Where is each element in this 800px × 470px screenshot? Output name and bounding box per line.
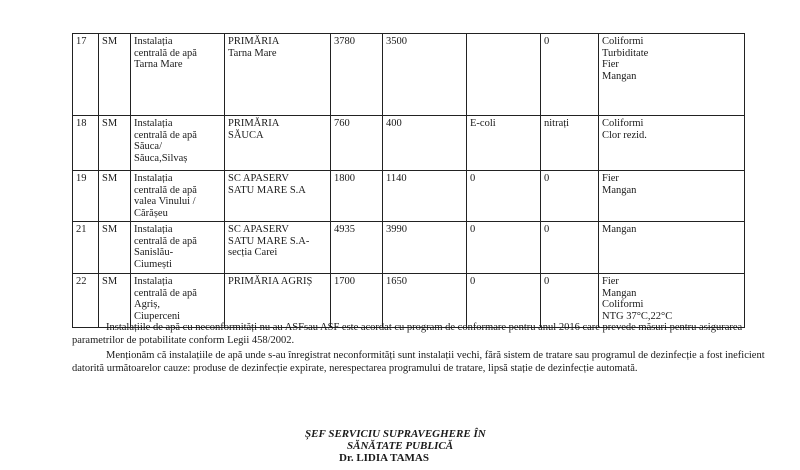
installation-name: Instalația centrală de apă valea Vinului / Cărășeu <box>131 171 225 222</box>
county-code: SM <box>99 34 131 116</box>
row-number: 21 <box>73 222 99 274</box>
value-4: 0 <box>541 34 599 116</box>
value-1: 1800 <box>331 171 383 222</box>
installation-name: Instalația centrală de apă Agriș, Ciuperceni <box>131 274 225 328</box>
value-4: 0 <box>541 222 599 274</box>
table-row <box>73 34 745 116</box>
note-2-line-1: Menționăm că instalațiile de apă unde s-au înregistrat neconformități sunt instalații vechi, fără sistem de tratare sau programul de dezinfecție a fost ineficient <box>106 350 765 361</box>
note-paragraph-1 <box>72 322 792 347</box>
value-2: 3990 <box>383 222 467 274</box>
nonconforming-parameters: Coliformi Turbiditate Fier Mangan <box>599 34 745 116</box>
operator-name: PRIMĂRIA SĂUCA <box>225 116 331 171</box>
signature-department: SĂNĂTATE PUBLICĂ <box>347 440 454 452</box>
county-code: SM <box>99 274 131 328</box>
water-installations-table <box>72 33 745 328</box>
value-2: 1650 <box>383 274 467 328</box>
nonconforming-parameters: Fier Mangan Coliformi NTG 37°C,22°C <box>599 274 745 328</box>
value-1: 1700 <box>331 274 383 328</box>
operator-name: SC APASERV SATU MARE S.A- secția Carei <box>225 222 331 274</box>
value-4: 0 <box>541 171 599 222</box>
notes-section <box>72 322 792 375</box>
value-3: 0 <box>467 222 541 274</box>
nonconforming-parameters: Mangan <box>599 222 745 274</box>
signature-name: Dr. LIDIA TAMAS <box>339 452 429 464</box>
table-row <box>73 222 745 274</box>
note-1-line-1: Instalațiile de apă cu neconformități nu au ASFsau ASF este acordat cu program de conformare pentru anul 2016 care prevede măsuri pentru asigurarea <box>106 322 743 333</box>
row-number: 17 <box>73 34 99 116</box>
county-code: SM <box>99 222 131 274</box>
operator-name: PRIMĂRIA Tarna Mare <box>225 34 331 116</box>
value-2: 3500 <box>383 34 467 116</box>
nonconforming-parameters: Fier Mangan <box>599 171 745 222</box>
county-code: SM <box>99 116 131 171</box>
installation-name: Instalația centrală de apă Sanislău- Ciumești <box>131 222 225 274</box>
value-3: 0 <box>467 274 541 328</box>
installation-name: Instalația centrală de apă Săuca/ Săuca,Silvaș <box>131 116 225 171</box>
signature-title: ȘEF SERVICIU SUPRAVEGHERE ÎN <box>305 428 486 440</box>
signature-block <box>305 428 565 464</box>
table-row <box>73 171 745 222</box>
value-2: 1140 <box>383 171 467 222</box>
value-1: 4935 <box>331 222 383 274</box>
installation-name: Instalația centrală de apă Tarna Mare <box>131 34 225 116</box>
operator-name: PRIMĂRIA AGRIȘ <box>225 274 331 328</box>
table-row <box>73 116 745 171</box>
note-1-line-2: parametrilor de potabilitate conform Legii 458/2002. <box>72 334 295 346</box>
row-number: 22 <box>73 274 99 328</box>
operator-name: SC APASERV SATU MARE S.A <box>225 171 331 222</box>
value-3 <box>467 34 541 116</box>
nonconforming-parameters: Coliformi Clor rezid. <box>599 116 745 171</box>
value-1: 3780 <box>331 34 383 116</box>
value-4: nitrați <box>541 116 599 171</box>
value-1: 760 <box>331 116 383 171</box>
value-4: 0 <box>541 274 599 328</box>
county-code: SM <box>99 171 131 222</box>
table-row <box>73 274 745 328</box>
note-2-line-2: datorită următoarelor cauze: produse de dezinfecție expirate, nerespectarea programului de tratare, lipsă stație de dezinfecție automată. <box>72 362 638 374</box>
row-number: 19 <box>73 171 99 222</box>
note-paragraph-2 <box>72 350 792 375</box>
value-3: 0 <box>467 171 541 222</box>
row-number: 18 <box>73 116 99 171</box>
value-3: E-coli <box>467 116 541 171</box>
value-2: 400 <box>383 116 467 171</box>
